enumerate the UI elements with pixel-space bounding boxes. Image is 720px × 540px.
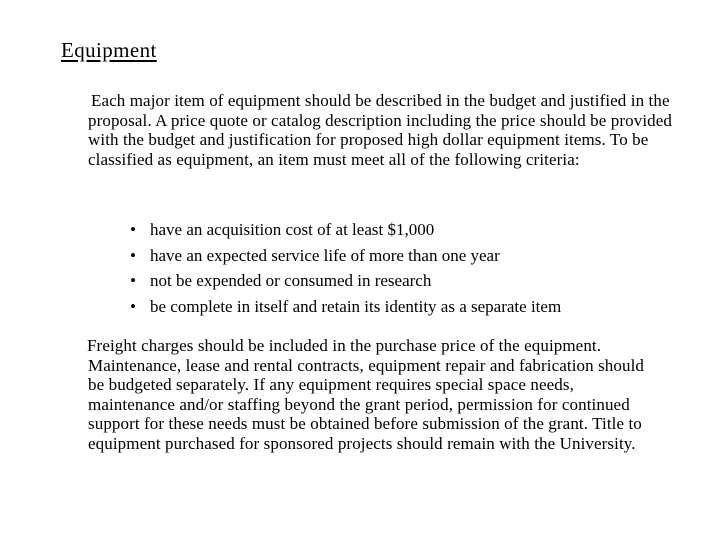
criteria-list bbox=[130, 217, 561, 319]
criteria-item-text: be complete in itself and retain its identity as a separate item bbox=[150, 296, 562, 316]
closing-paragraph: Freight charges should be included in the purchase price of the equipment. Maintenance, lease and rental contracts, equipment repair and fabrication should be budgeted separately. If any equipment requires special space needs, maintenance and/or staffing beyond the grant period, permission for continued support for these needs must be obtained before submission of the grant. Title to equipment purchased for sponsored projects should remain with the University. bbox=[87, 336, 645, 453]
criteria-item bbox=[130, 294, 561, 320]
criteria-item-text: not be expended or consumed in research bbox=[150, 271, 432, 290]
intro-paragraph: Each major item of equipment should be described in the budget and justified in the proposal. A price quote or catalog description including the price should be provided with the budget and justification for proposed high dollar equipment items. To be classified as equipment, an item must meet all of the following criteria: bbox=[88, 91, 672, 169]
bullet-icon: • bbox=[130, 220, 136, 239]
bullet-icon: • bbox=[130, 271, 136, 290]
page-title: Equipment bbox=[61, 38, 157, 62]
criteria-item bbox=[130, 268, 561, 294]
criteria-item-text: have an acquisition cost of at least $1,000 bbox=[150, 220, 435, 239]
criteria-item-text: have an expected service life of more than one year bbox=[150, 245, 500, 265]
criteria-item bbox=[130, 243, 561, 269]
bullet-icon: • bbox=[130, 296, 136, 316]
bullet-icon: • bbox=[130, 245, 136, 265]
criteria-item bbox=[130, 217, 561, 243]
